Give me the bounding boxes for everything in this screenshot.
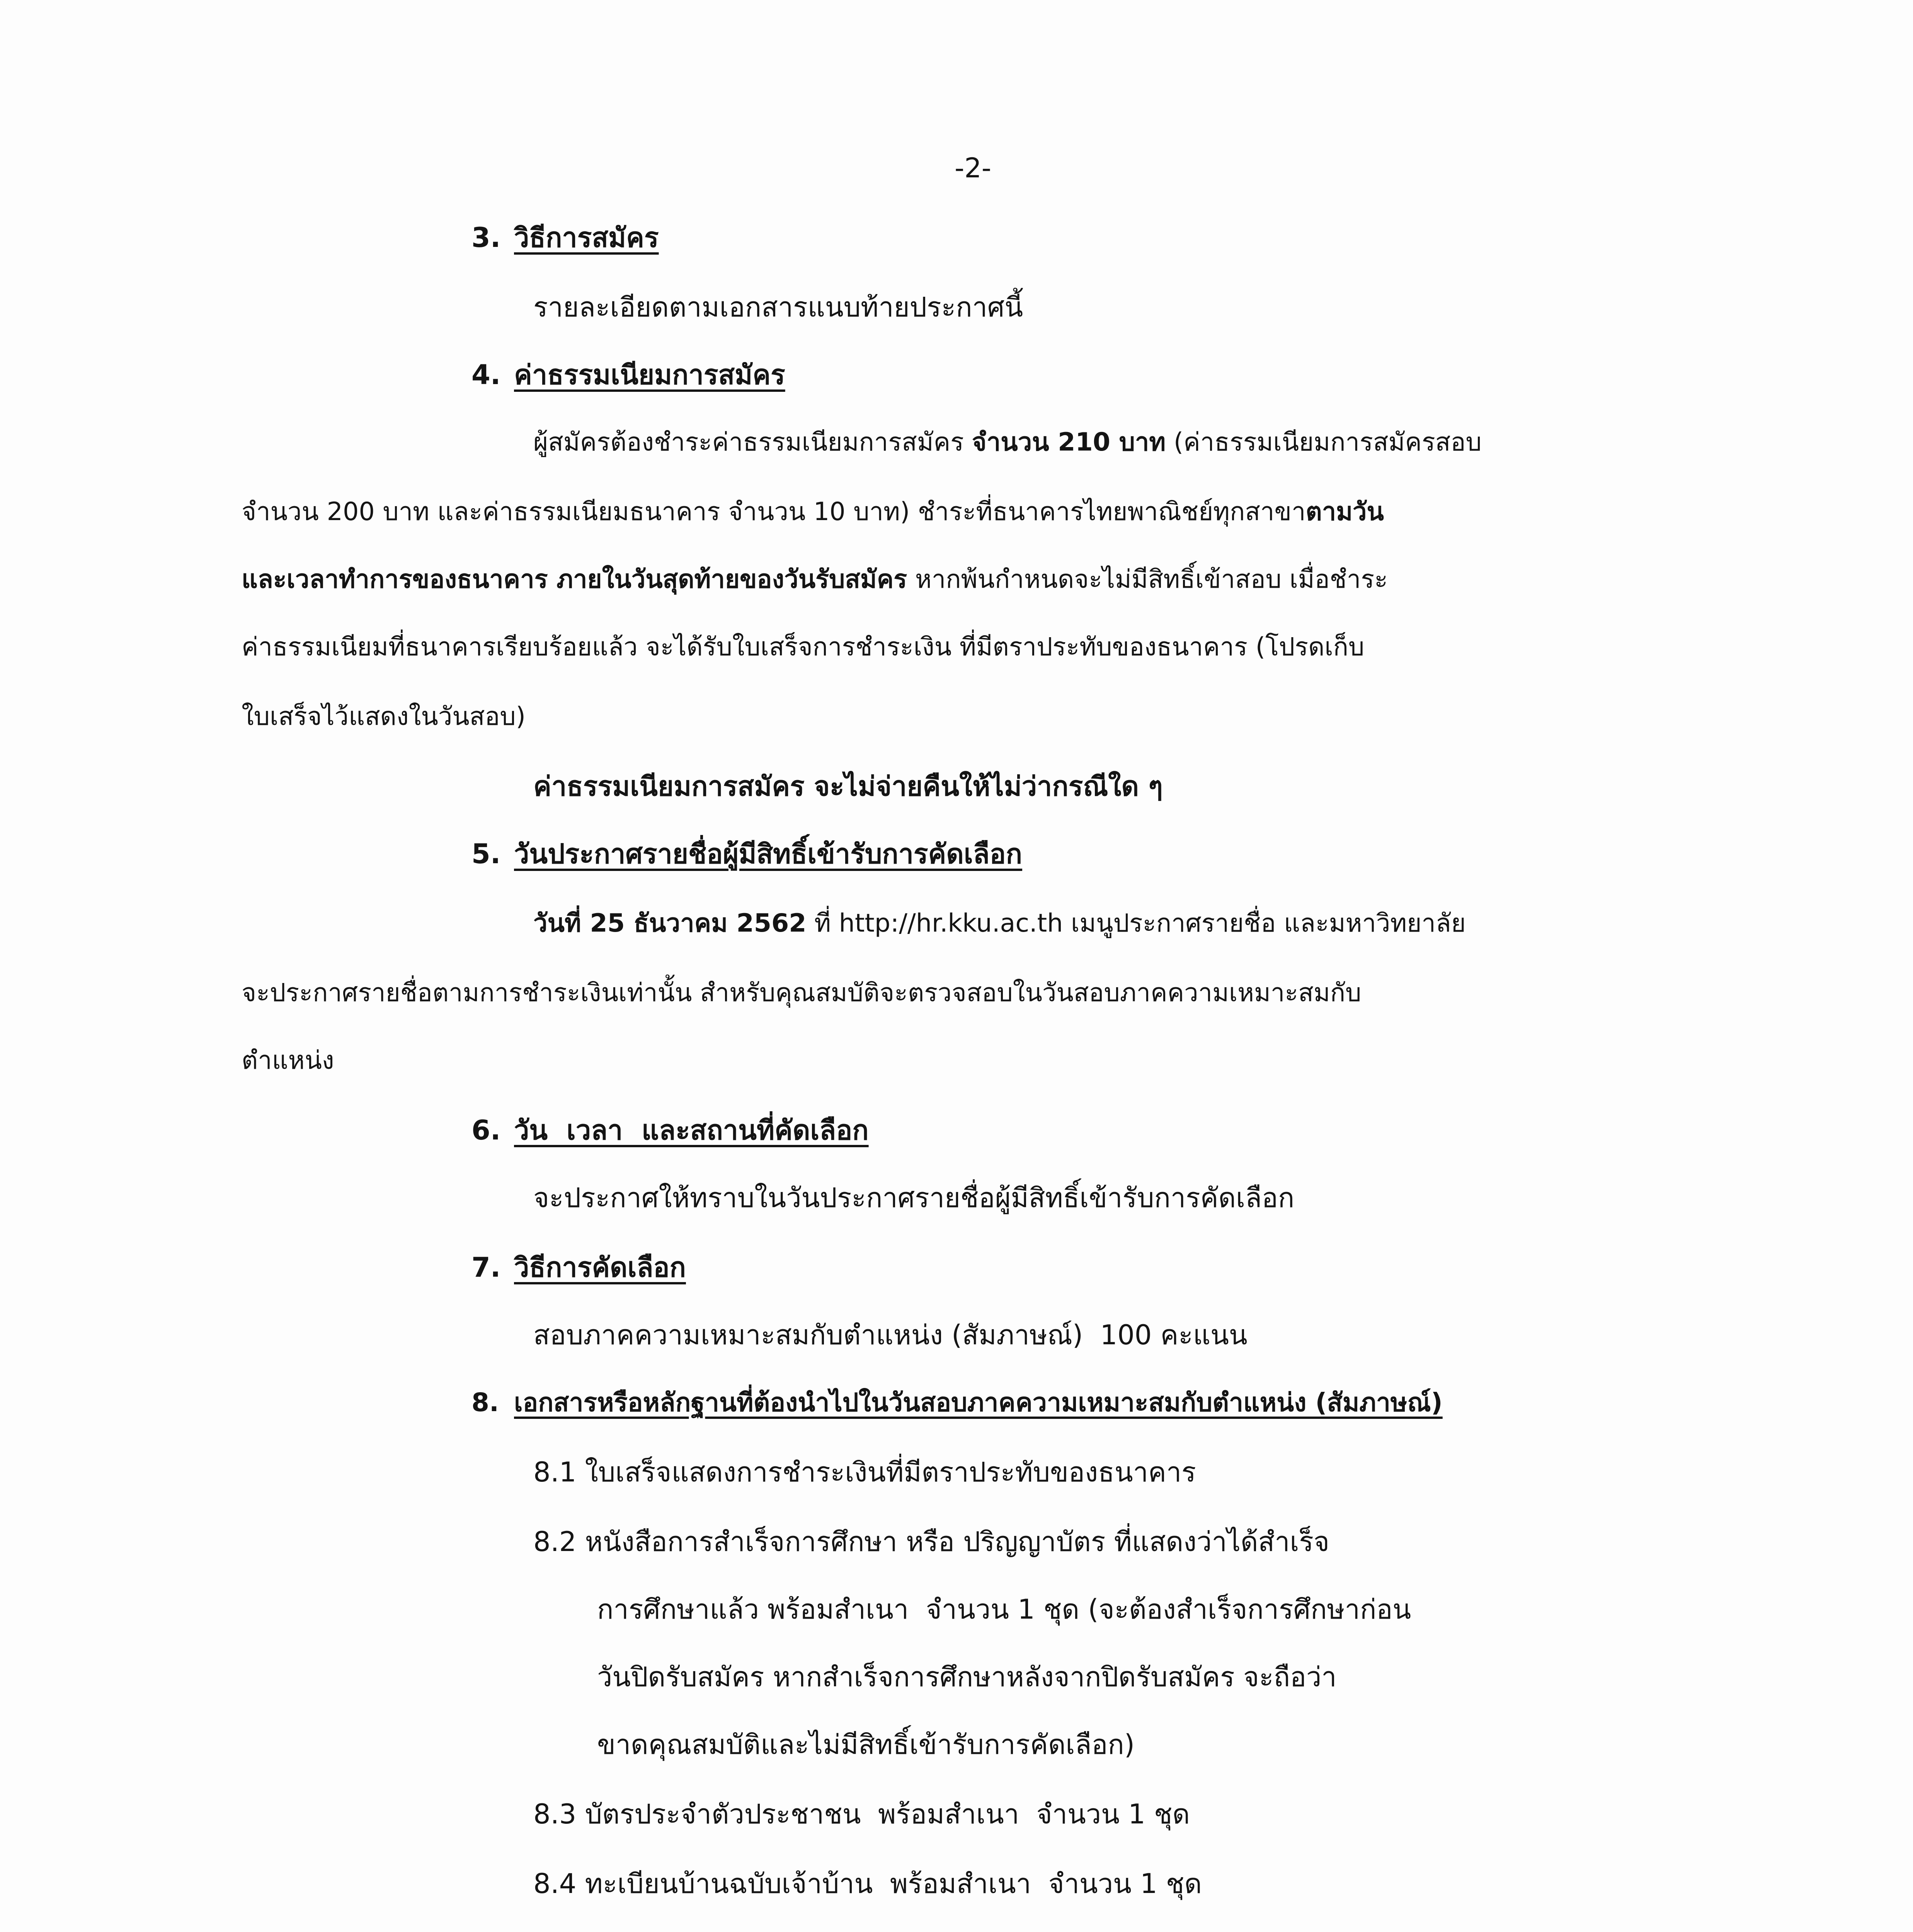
section-4-para1-line2 (242, 495, 1704, 529)
section-4-para1-line4: ค่าธรรมเนียมที่ธนาคารเรียบร้อยแล้ว จะได้รับใบเสร็จการชำระเงิน ที่มีตราประทับของธนาคาร (โปรดเก็บ (242, 633, 1365, 662)
section-8-title: เอกสารหรือหลักฐานที่ต้องนำไปในวันสอบภาคความเหมาะสมกับตำแหน่ง (สัมภาษณ์) (514, 1388, 1443, 1417)
fee-breakdown: จำนวน 200 บาท และค่าธรรมเนียมธนาคาร จำนวน 10 บาท) ชำระที่ธนาคารไทยพาณิชย์ทุกสาขา (242, 497, 1306, 526)
section-5-number: 5. (471, 838, 501, 870)
section-7-heading (471, 1250, 686, 1285)
fee-text: ผู้สมัครต้องชำระค่าธรรมเนียมการสมัคร (533, 428, 972, 457)
section-3-number: 3. (471, 222, 501, 253)
section-4-para1-line3 (242, 562, 1704, 597)
section-8-heading (471, 1385, 1443, 1420)
item-8-3: 8.3 บัตรประจำตัวประชาชน พร้อมสำเนา จำนวน 1 ชุด (533, 1798, 1190, 1830)
section-6-body: จะประกาศให้ทราบในวันประกาศรายชื่อผู้มีสิทธิ์เข้ารับการคัดเลือก (533, 1182, 1295, 1214)
section-6-title: วัน เวลา และสถานที่คัดเลือก (514, 1114, 869, 1146)
item-8-2-line1: 8.2 หนังสือการสำเร็จการศึกษา หรือ ปริญญาบัตร ที่แสดงว่าได้สำเร็จ (533, 1526, 1330, 1558)
section-3-heading (471, 220, 659, 255)
section-5-heading (471, 837, 1022, 871)
section-8-number: 8. (471, 1388, 499, 1417)
fee-deadline-start: ตามวัน (1305, 497, 1384, 526)
section-5-line1 (533, 906, 1466, 941)
fee-amount: จำนวน 210 บาท (972, 428, 1166, 457)
section-3-body: รายละเอียดตามเอกสารแนบท้ายประกาศนี้ (533, 291, 1023, 323)
section-7-title: วิธีการคัดเลือก (514, 1252, 686, 1283)
section-5-title: วันประกาศรายชื่อผู้มีสิทธิ์เข้ารับการคัดเลือก (514, 838, 1023, 870)
section-4-number: 4. (471, 359, 501, 391)
section-6-number: 6. (471, 1114, 501, 1146)
section-5-line2: จะประกาศรายชื่อตามการชำระเงินเท่านั้น สำหรับคุณสมบัติจะตรวจสอบในวันสอบภาคความเหมาะสมกับ (242, 978, 1362, 1007)
section-7-body: สอบภาคความเหมาะสมกับตำแหน่ง (สัมภาษณ์) 100 คะแนน (533, 1319, 1248, 1351)
item-8-4: 8.4 ทะเบียนบ้านฉบับเจ้าบ้าน พร้อมสำเนา จำนวน 1 ชุด (533, 1868, 1202, 1900)
fee-detail: (ค่าธรรมเนียมการสมัครสอบ (1166, 428, 1482, 457)
section-3-title: วิธีการสมัคร (514, 222, 659, 253)
fee-deadline: และเวลาทำการของธนาคาร ภายในวันสุดท้ายของวันรับสมัคร (242, 565, 907, 594)
item-8-2-line2: การศึกษาแล้ว พร้อมสำเนา จำนวน 1 ชุด (จะต้องสำเร็จการศึกษาก่อน (597, 1594, 1411, 1625)
page-number: -2- (955, 152, 992, 184)
section-4-title: ค่าธรรมเนียมการสมัคร (514, 359, 785, 391)
section-4-heading (471, 357, 785, 392)
announcement-date: วันที่ 25 ธันวาคม 2562 (533, 909, 807, 938)
section-4-para1-line1 (533, 425, 1704, 460)
item-8-2-line3: วันปิดรับสมัคร หากสำเร็จการศึกษาหลังจากปิดรับสมัคร จะถือว่า (597, 1661, 1337, 1693)
section-7-number: 7. (471, 1252, 501, 1283)
section-6-heading (471, 1113, 869, 1148)
section-4-para1-line5: ใบเสร็จไว้แสดงในวันสอบ) (242, 702, 526, 731)
section-4-non-refundable-note: ค่าธรรมเนียมการสมัคร จะไม่จ่ายคืนให้ไม่ว่ากรณีใด ๆ (533, 770, 1163, 802)
item-8-2-line4: ขาดคุณสมบัติและไม่มีสิทธิ์เข้ารับการคัดเลือก) (597, 1729, 1135, 1760)
announcement-url-text: ที่ http://hr.kku.ac.th เมนูประกาศรายชื่อ และมหาวิทยาลัย (806, 909, 1466, 938)
fee-penalty: หากพ้นกำหนดจะไม่มีสิทธิ์เข้าสอบ เมื่อชำระ (907, 565, 1388, 594)
item-8-1: 8.1 ใบเสร็จแสดงการชำระเงินที่มีตราประทับของธนาคาร (533, 1456, 1196, 1488)
section-5-line3: ตำแหน่ง (242, 1046, 334, 1075)
